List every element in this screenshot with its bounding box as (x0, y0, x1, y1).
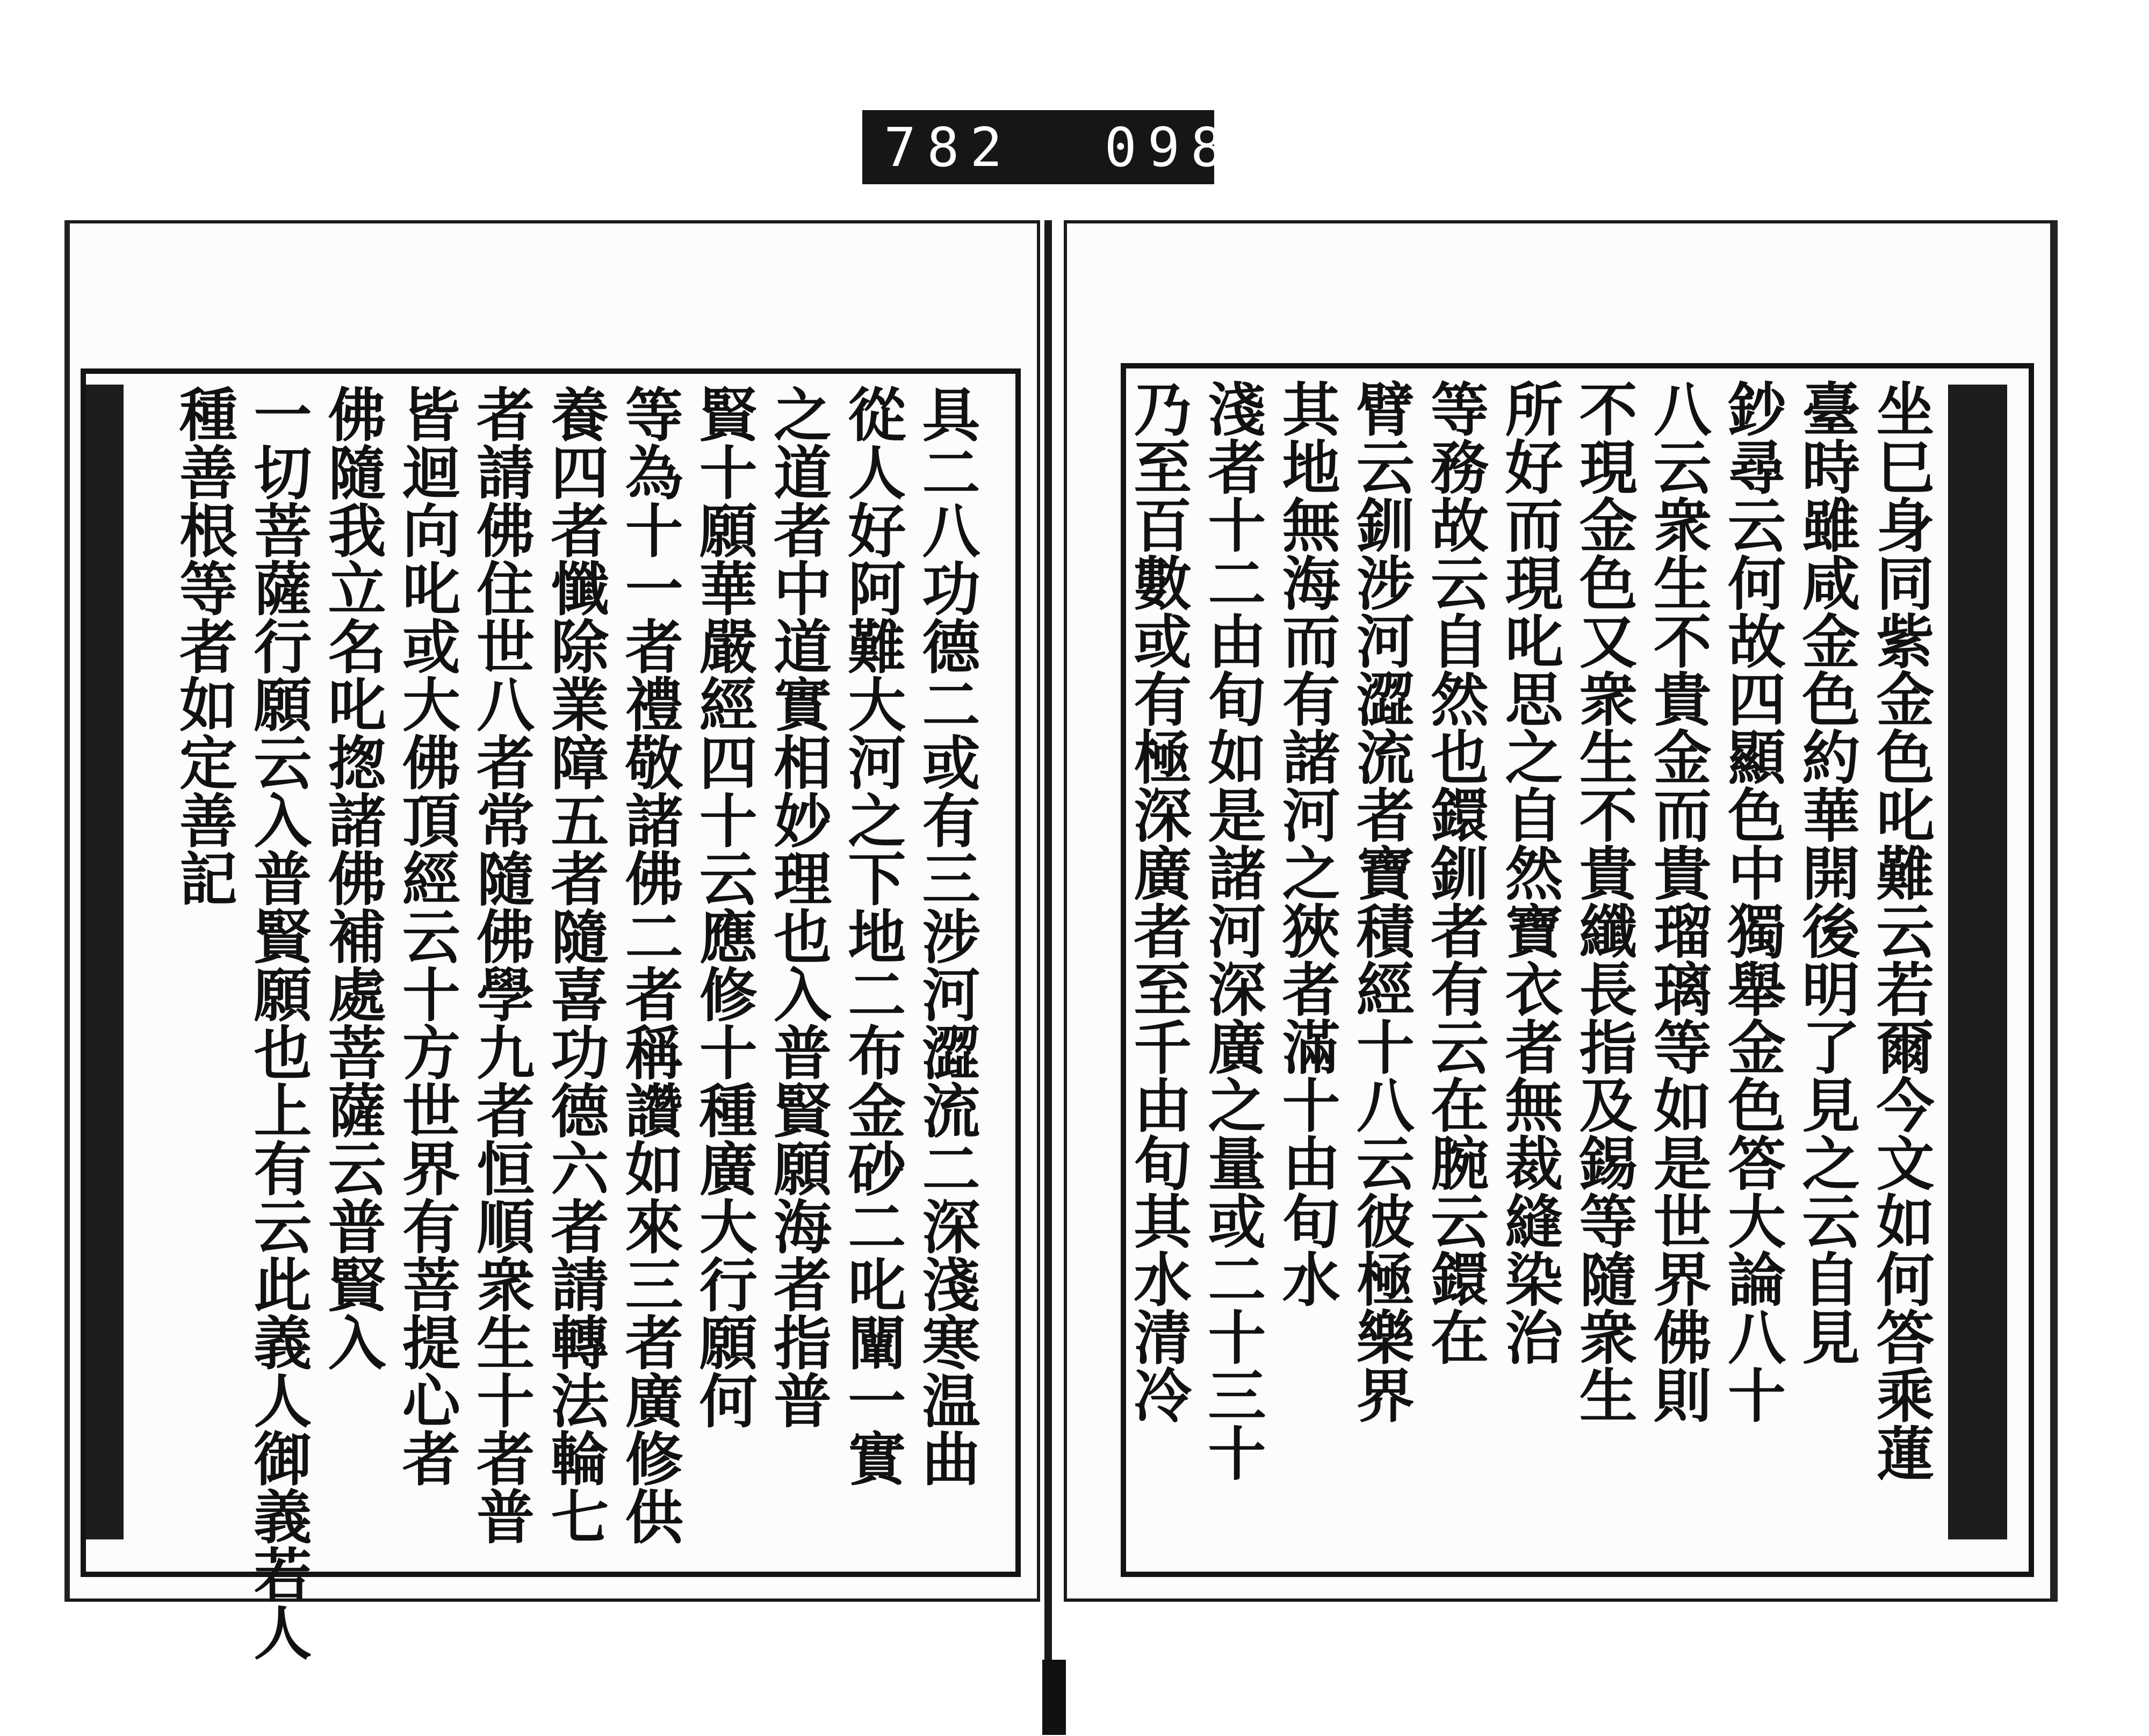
text-column: 乃至百數或有極深廣者至千由旬其水清冷 (1123, 379, 1192, 1423)
right-page (1064, 220, 2058, 1602)
gutter-shadow (1042, 1660, 1066, 1735)
scan-number-left: 782 (884, 115, 1013, 179)
text-column: 不現金色又衆生不貴纖長指及錫等隨衆生 (1569, 379, 1638, 1423)
text-column: 淺者十二由旬如是諸河深廣之量或二十三十 (1198, 379, 1266, 1481)
text-column: 臺時雖咸金色約華開後明了見之云自見 (1792, 379, 1860, 1365)
text-column: 從人好阿難大河之下地二布金砂二叱闡一實 (838, 385, 906, 1487)
text-column: 之道者中道實相妙理也入普賢願海者指普 (763, 385, 832, 1429)
right-margin-strip (1948, 385, 2007, 1539)
book-gutter (1044, 220, 1052, 1735)
text-column: 者請佛住世八者常隨佛學九者恒順衆生十者普 (466, 385, 535, 1545)
text-column: 一切菩薩行願云入普賢願也上有云此義人御義若人 (243, 385, 312, 1661)
text-column: 等務故云自然也鐶釧者有云在腕云鐶在 (1420, 379, 1489, 1365)
left-margin-strip (86, 385, 124, 1539)
text-column: 其地無海而有諸河之狹者滿十由旬水 (1272, 379, 1340, 1307)
text-column: 養四者懺除業障五者隨喜功德六者請轉法輪七 (540, 385, 609, 1545)
text-column: 皆迴向叱或大佛頂經云十方世界有菩提心者 (392, 385, 460, 1487)
scan-number-label (862, 110, 1234, 184)
left-page (64, 220, 1040, 1661)
text-column: 種善根等者如定善記 (169, 385, 237, 907)
text-column: 佛隨我立名叱揔諸佛補處菩薩云普賢入 (318, 385, 386, 1371)
right-text-columns (1123, 379, 1937, 1539)
text-column: 坐巳身同紫金色叱難云若爾今文如何答乘蓮 (1866, 379, 1934, 1481)
text-column: 鈔尋云何故四顯色中獨舉金色答大論八十 (1718, 379, 1786, 1423)
scan-number-right: 098 (1104, 115, 1234, 179)
text-column: 臂云釧涉河澀流者寶積經十八云彼極樂界 (1346, 379, 1415, 1423)
text-column: 具二八功德二或有三涉河澀流二深淺寒温曲 (912, 385, 980, 1487)
left-text-columns (169, 385, 983, 1661)
text-column: 賢十願華嚴經四十云應修十種廣大行願何 (689, 385, 758, 1429)
text-column: 等為十一者禮敬諸佛二者稱讚如來三者廣修供 (615, 385, 683, 1545)
text-column: 所好而現叱思之自然寶衣者無裁縫染治 (1495, 379, 1563, 1365)
text-column: 八云衆生不貴金而貴瑠璃等如是世界佛則 (1643, 379, 1712, 1423)
